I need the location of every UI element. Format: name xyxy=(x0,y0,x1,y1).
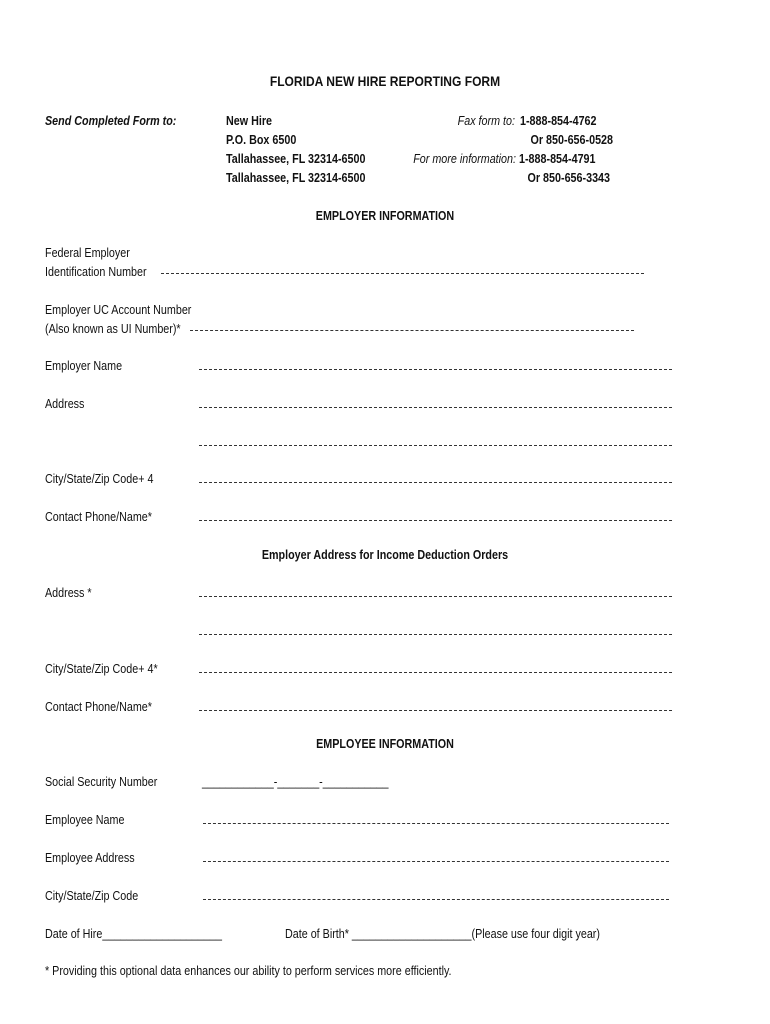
employee-address-field[interactable] xyxy=(203,861,669,862)
employer-name-field[interactable] xyxy=(199,369,672,370)
income-address-field-2[interactable] xyxy=(199,634,672,635)
uc-label-2: (Also known as UI Number)* xyxy=(45,322,181,336)
fein-label-2: Identification Number xyxy=(45,265,147,279)
employer-address-field-2[interactable] xyxy=(199,445,672,446)
mail-address-line-4: Tallahassee, FL 32314-6500 xyxy=(226,171,366,185)
mail-address-line-1: New Hire xyxy=(226,114,273,128)
employer-contact-label: Contact Phone/Name* xyxy=(45,510,152,524)
income-city-field[interactable] xyxy=(199,672,672,673)
employee-address-label: Employee Address xyxy=(45,851,135,865)
employee-heading: EMPLOYEE INFORMATION xyxy=(316,737,454,751)
uc-field[interactable] xyxy=(190,330,634,331)
income-address-field-1[interactable] xyxy=(199,596,672,597)
employee-city-label: City/State/Zip Code xyxy=(45,889,139,903)
mail-address-line-3: Tallahassee, FL 32314-6500 xyxy=(226,152,366,166)
fax-label: Fax form to: xyxy=(457,114,515,128)
employee-city-field[interactable] xyxy=(203,899,669,900)
employee-name-label: Employee Name xyxy=(45,813,125,827)
income-address-label: Address * xyxy=(45,586,92,600)
income-city-label: City/State/Zip Code+ 4* xyxy=(45,662,158,676)
date-of-hire-field[interactable]: Date of Hire____________________ xyxy=(45,927,222,941)
fax-number-2: Or 850-656-0528 xyxy=(530,133,613,147)
info-label: For more information: xyxy=(413,152,516,166)
employer-heading: EMPLOYER INFORMATION xyxy=(315,209,455,223)
mail-address-line-2: P.O. Box 6500 xyxy=(226,133,297,147)
send-label: Send Completed Form to: xyxy=(45,114,177,128)
ssn-label: Social Security Number xyxy=(45,775,158,789)
employer-address-field-1[interactable] xyxy=(199,407,672,408)
fein-label-1: Federal Employer xyxy=(45,246,130,260)
page-title: FLORIDA NEW HIRE REPORTING FORM xyxy=(269,73,501,89)
info-number-1: 1-888-854-4791 xyxy=(519,152,596,166)
fein-field[interactable] xyxy=(161,273,644,274)
employer-name-label: Employer Name xyxy=(45,359,123,373)
employee-name-field[interactable] xyxy=(203,823,669,824)
info-number-2: Or 850-656-3343 xyxy=(527,171,610,185)
ssn-field[interactable]: ____________-_______-___________ xyxy=(202,775,389,789)
fax-number-1: 1-888-854-4762 xyxy=(520,114,597,128)
employer-city-field[interactable] xyxy=(199,482,672,483)
uc-label-1: Employer UC Account Number xyxy=(45,303,192,317)
income-contact-field[interactable] xyxy=(199,710,672,711)
income-heading: Employer Address for Income Deduction Orders xyxy=(261,548,509,562)
employer-contact-field[interactable] xyxy=(199,520,672,521)
income-contact-label: Contact Phone/Name* xyxy=(45,700,152,714)
employer-city-label: City/State/Zip Code+ 4 xyxy=(45,472,154,486)
footnote: * Providing this optional data enhances our ability to perform services more efficiently. xyxy=(45,964,452,978)
date-of-birth-field[interactable]: Date of Birth* ____________________(Please use four digit year) xyxy=(285,927,600,941)
employer-address-label: Address xyxy=(45,397,85,411)
